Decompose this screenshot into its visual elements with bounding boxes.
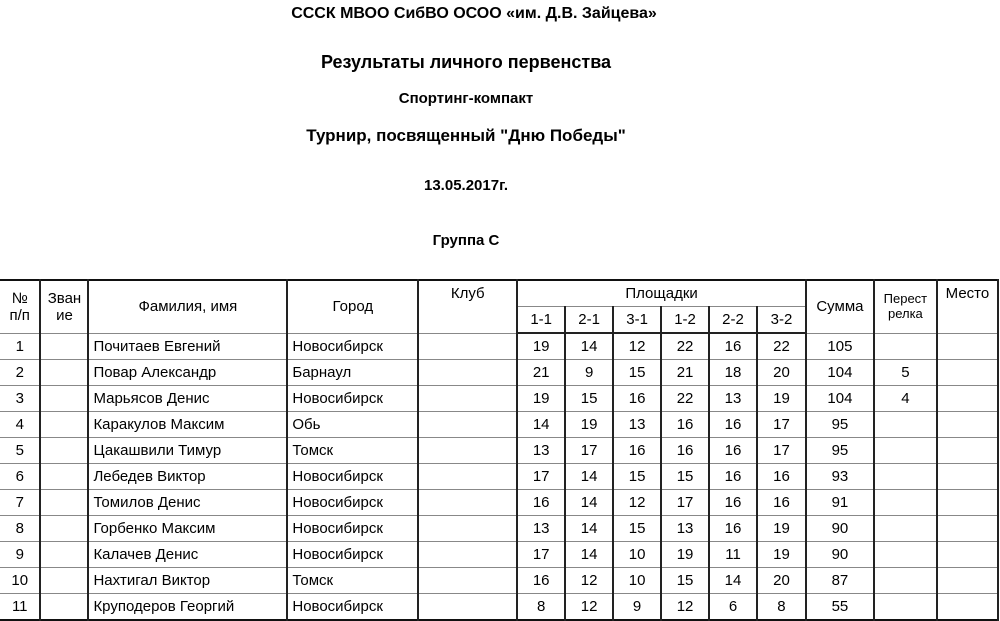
table-row	[0, 464, 998, 490]
cell-sum: 95	[806, 412, 874, 438]
header-shootoff-line1: Перест	[883, 290, 928, 306]
header-club: Клуб	[418, 280, 517, 333]
header-rank-line1: Зван	[47, 289, 82, 307]
cell-city: Новосибирск	[287, 542, 418, 568]
cell-station-4: 13	[661, 516, 709, 542]
header-station-2-2: 2-2	[709, 307, 757, 334]
cell-city: Новосибирск	[287, 516, 418, 542]
cell-station-2: 14	[565, 516, 613, 542]
cell-num: 10	[0, 568, 40, 594]
cell-station-5: 16	[709, 412, 757, 438]
cell-sum: 55	[806, 594, 874, 621]
cell-sum: 104	[806, 360, 874, 386]
cell-station-6: 19	[757, 386, 806, 412]
table-row	[0, 360, 998, 386]
cell-station-5: 6	[709, 594, 757, 621]
cell-club	[418, 490, 517, 516]
cell-name: Калачев Денис	[88, 542, 287, 568]
cell-station-6: 16	[757, 490, 806, 516]
cell-rank	[40, 464, 88, 490]
tournament-title: Турнир, посвященный "Дню Победы"	[306, 126, 626, 145]
header-place: Место	[937, 280, 998, 333]
cell-city: Новосибирск	[287, 464, 418, 490]
cell-station-3: 15	[613, 360, 661, 386]
cell-station-1: 17	[517, 464, 565, 490]
cell-place	[937, 360, 998, 386]
cell-num: 5	[0, 438, 40, 464]
page-title: Результаты личного первенства	[320, 52, 612, 72]
cell-shootoff	[874, 464, 937, 490]
cell-station-3: 15	[613, 464, 661, 490]
header-city: Город	[287, 280, 418, 333]
cell-name: Нахтигал Виктор	[88, 568, 287, 594]
cell-sum: 91	[806, 490, 874, 516]
cell-station-3: 12	[613, 490, 661, 516]
cell-shootoff	[874, 333, 937, 360]
header-rank-line2: ие	[56, 306, 73, 324]
cell-city: Новосибирск	[287, 386, 418, 412]
cell-club	[418, 412, 517, 438]
table-row	[0, 386, 998, 412]
cell-station-2: 14	[565, 542, 613, 568]
cell-city: Новосибирск	[287, 594, 418, 621]
cell-rank	[40, 594, 88, 621]
cell-place	[937, 438, 998, 464]
header-shootoff-line2: релка	[887, 305, 923, 321]
table-row	[0, 412, 998, 438]
cell-station-5: 13	[709, 386, 757, 412]
cell-station-6: 17	[757, 412, 806, 438]
cell-city: Томск	[287, 438, 418, 464]
discipline-title: Спортинг-компакт	[398, 90, 534, 107]
cell-station-1: 17	[517, 542, 565, 568]
header-name: Фамилия, имя	[88, 280, 287, 333]
cell-num: 4	[0, 412, 40, 438]
cell-shootoff	[874, 438, 937, 464]
cell-rank	[40, 412, 88, 438]
cell-station-3: 9	[613, 594, 661, 621]
cell-place	[937, 333, 998, 360]
header-num	[0, 280, 40, 333]
cell-place	[937, 464, 998, 490]
cell-station-2: 12	[565, 568, 613, 594]
cell-club	[418, 386, 517, 412]
cell-sum: 90	[806, 542, 874, 568]
cell-club	[418, 464, 517, 490]
cell-station-5: 16	[709, 490, 757, 516]
cell-station-2: 14	[565, 464, 613, 490]
cell-club	[418, 516, 517, 542]
cell-station-2: 17	[565, 438, 613, 464]
cell-num: 7	[0, 490, 40, 516]
cell-station-2: 14	[565, 490, 613, 516]
cell-station-3: 16	[613, 386, 661, 412]
table-row	[0, 594, 998, 621]
cell-rank	[40, 568, 88, 594]
cell-num: 6	[0, 464, 40, 490]
cell-station-4: 16	[661, 412, 709, 438]
cell-place	[937, 386, 998, 412]
cell-station-5: 14	[709, 568, 757, 594]
cell-name: Томилов Денис	[88, 490, 287, 516]
cell-num: 9	[0, 542, 40, 568]
results-table	[0, 279, 999, 621]
table-body	[0, 333, 998, 620]
cell-station-1: 14	[517, 412, 565, 438]
cell-station-1: 19	[517, 333, 565, 360]
cell-station-6: 20	[757, 568, 806, 594]
cell-club	[418, 438, 517, 464]
cell-station-1: 13	[517, 516, 565, 542]
cell-num: 1	[0, 333, 40, 360]
cell-city: Новосибирск	[287, 490, 418, 516]
cell-place	[937, 594, 998, 621]
cell-rank	[40, 386, 88, 412]
cell-place	[937, 490, 998, 516]
cell-place	[937, 516, 998, 542]
cell-num: 11	[0, 594, 40, 621]
cell-rank	[40, 490, 88, 516]
cell-station-1: 16	[517, 568, 565, 594]
cell-num: 2	[0, 360, 40, 386]
cell-name: Лебедев Виктор	[88, 464, 287, 490]
table-row	[0, 516, 998, 542]
cell-club	[418, 360, 517, 386]
cell-station-4: 22	[661, 333, 709, 360]
cell-club	[418, 542, 517, 568]
cell-station-2: 12	[565, 594, 613, 621]
cell-station-1: 19	[517, 386, 565, 412]
cell-sum: 95	[806, 438, 874, 464]
cell-city: Обь	[287, 412, 418, 438]
cell-num: 3	[0, 386, 40, 412]
header-stations: Площадки	[517, 280, 806, 307]
header-station-1-1: 1-1	[517, 307, 565, 334]
cell-shootoff: 5	[874, 360, 937, 386]
cell-station-6: 20	[757, 360, 806, 386]
cell-name: Почитаев Евгений	[88, 333, 287, 360]
header-sum: Сумма	[806, 280, 874, 333]
cell-station-6: 16	[757, 464, 806, 490]
cell-name: Цакашвили Тимур	[88, 438, 287, 464]
cell-club	[418, 568, 517, 594]
cell-station-6: 19	[757, 542, 806, 568]
cell-rank	[40, 516, 88, 542]
cell-station-1: 13	[517, 438, 565, 464]
cell-station-6: 22	[757, 333, 806, 360]
cell-sum: 93	[806, 464, 874, 490]
cell-num: 8	[0, 516, 40, 542]
header-station-2-1: 2-1	[565, 307, 613, 334]
cell-name: Каракулов Максим	[88, 412, 287, 438]
cell-station-3: 13	[613, 412, 661, 438]
cell-station-5: 16	[709, 438, 757, 464]
cell-station-4: 15	[661, 464, 709, 490]
cell-station-6: 17	[757, 438, 806, 464]
header-station-3-2: 3-2	[757, 307, 806, 334]
cell-station-3: 10	[613, 568, 661, 594]
cell-sum: 104	[806, 386, 874, 412]
cell-shootoff	[874, 412, 937, 438]
cell-rank	[40, 333, 88, 360]
cell-city: Томск	[287, 568, 418, 594]
cell-shootoff: 4	[874, 386, 937, 412]
cell-station-3: 10	[613, 542, 661, 568]
event-date: 13.05.2017г.	[424, 177, 508, 194]
cell-sum: 87	[806, 568, 874, 594]
table-row	[0, 542, 998, 568]
cell-club	[418, 594, 517, 621]
table-header-row	[0, 280, 998, 307]
cell-shootoff	[874, 594, 937, 621]
cell-station-5: 11	[709, 542, 757, 568]
cell-station-4: 22	[661, 386, 709, 412]
cell-station-6: 8	[757, 594, 806, 621]
cell-city: Барнаул	[287, 360, 418, 386]
cell-club	[418, 333, 517, 360]
header-station-3-1: 3-1	[613, 307, 661, 334]
cell-station-4: 12	[661, 594, 709, 621]
cell-station-2: 15	[565, 386, 613, 412]
cell-name: Марьясов Денис	[88, 386, 287, 412]
table-row	[0, 568, 998, 594]
cell-shootoff	[874, 542, 937, 568]
cell-station-1: 21	[517, 360, 565, 386]
cell-station-5: 16	[709, 516, 757, 542]
header-station-1-2: 1-2	[661, 307, 709, 334]
table-row	[0, 333, 998, 360]
cell-station-5: 16	[709, 464, 757, 490]
cell-station-2: 14	[565, 333, 613, 360]
cell-station-5: 16	[709, 333, 757, 360]
cell-station-1: 8	[517, 594, 565, 621]
group-title: Группа С	[432, 232, 500, 249]
cell-sum: 105	[806, 333, 874, 360]
cell-station-3: 12	[613, 333, 661, 360]
cell-name: Повар Александр	[88, 360, 287, 386]
cell-station-4: 17	[661, 490, 709, 516]
cell-city: Новосибирск	[287, 333, 418, 360]
header-num-line1: №	[11, 289, 28, 307]
cell-rank	[40, 542, 88, 568]
cell-station-2: 19	[565, 412, 613, 438]
cell-name: Круподеров Георгий	[88, 594, 287, 621]
cell-station-4: 21	[661, 360, 709, 386]
cell-station-5: 18	[709, 360, 757, 386]
cell-station-4: 19	[661, 542, 709, 568]
cell-station-4: 15	[661, 568, 709, 594]
cell-sum: 90	[806, 516, 874, 542]
cell-station-3: 15	[613, 516, 661, 542]
cell-rank	[40, 438, 88, 464]
header-shootoff	[874, 280, 937, 333]
cell-station-2: 9	[565, 360, 613, 386]
cell-rank	[40, 360, 88, 386]
cell-shootoff	[874, 490, 937, 516]
cell-shootoff	[874, 516, 937, 542]
table-row	[0, 438, 998, 464]
cell-station-3: 16	[613, 438, 661, 464]
cell-station-4: 16	[661, 438, 709, 464]
organization-title: СССК МВОО СибВО ОСОО «им. Д.В. Зайцева»	[291, 5, 657, 22]
header-num-line2: п/п	[9, 306, 30, 324]
table-row	[0, 490, 998, 516]
cell-station-6: 19	[757, 516, 806, 542]
cell-place	[937, 542, 998, 568]
cell-place	[937, 568, 998, 594]
cell-station-1: 16	[517, 490, 565, 516]
cell-name: Горбенко Максим	[88, 516, 287, 542]
cell-shootoff	[874, 568, 937, 594]
cell-place	[937, 412, 998, 438]
header-rank	[40, 280, 88, 333]
